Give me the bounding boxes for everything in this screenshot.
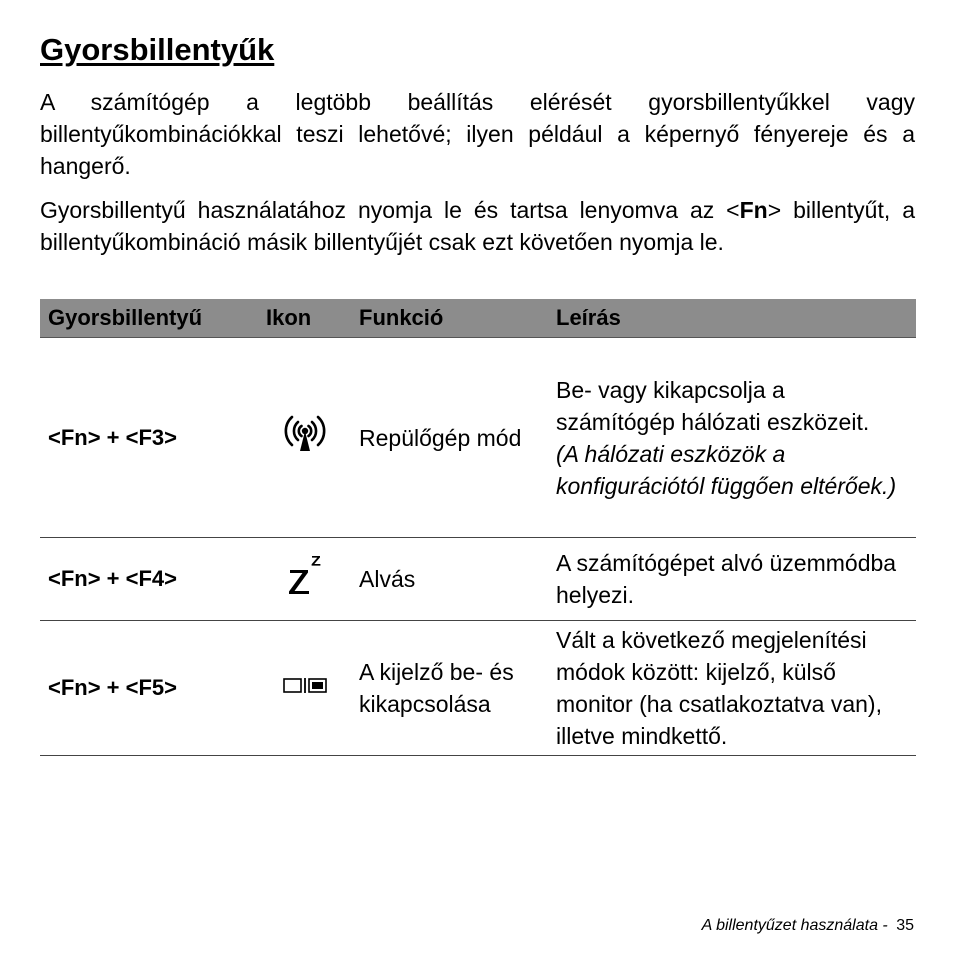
page-content [40, 30, 915, 258]
header-description: Leírás [548, 299, 916, 338]
row-hotkey: <Fn> + <F4> [40, 538, 258, 621]
table-row [40, 338, 916, 538]
table-header-row [40, 299, 916, 338]
page-footer [702, 917, 914, 935]
header-icon: Ikon [258, 299, 351, 338]
sleep-icon [258, 538, 351, 621]
table-row [40, 621, 916, 756]
wireless-antenna-icon [258, 338, 351, 538]
usage-text-before: Gyorsbillentyű használatához nyomja le és tartsa lenyomva az < [40, 197, 740, 223]
display-toggle-icon [258, 621, 351, 756]
fn-key-label: Fn [739, 197, 768, 223]
row-description: A számítógépet alvó üzemmódba helyezi. [548, 538, 916, 621]
table-row [40, 538, 916, 621]
row-function: Alvás [351, 538, 548, 621]
row-description-note: (A hálózati eszközök a konfigurációtól függően eltérőek.) [556, 440, 897, 499]
hotkey-table [40, 299, 916, 756]
row-description: Vált a következő megjelenítési módok között: kijelző, külső monitor (ha csatlakoztatva van), illetve mindkettő. [548, 621, 916, 756]
header-hotkey: Gyorsbillentyű [40, 299, 258, 338]
page-title: Gyorsbillentyűk [40, 32, 275, 67]
usage-paragraph [40, 194, 915, 258]
header-function: Funkció [351, 299, 548, 338]
row-description-text: Be- vagy kikapcsolja a számítógép hálózati eszközeit. [556, 376, 870, 435]
row-function: Repülőgép mód [351, 338, 548, 538]
row-hotkey: <Fn> + <F3> [40, 338, 258, 538]
row-function: A kijelző be- és kikapcsolása [351, 621, 548, 756]
row-description [548, 338, 916, 538]
page-number: 35 [896, 917, 914, 934]
usage-text-after: > billentyűt, a billentyűkombináció másik billentyűjét csak ezt követően nyomja le. [40, 197, 915, 255]
row-hotkey: <Fn> + <F5> [40, 621, 258, 756]
footer-section-title: A billentyűzet használata - [701, 917, 888, 934]
intro-paragraph: A számítógép a legtöbb beállítás elérését gyorsbillentyűkkel vagy billentyűkombinációkkal teszi lehetővé; ilyen például a képernyő fényereje és a hangerő. [40, 89, 915, 179]
